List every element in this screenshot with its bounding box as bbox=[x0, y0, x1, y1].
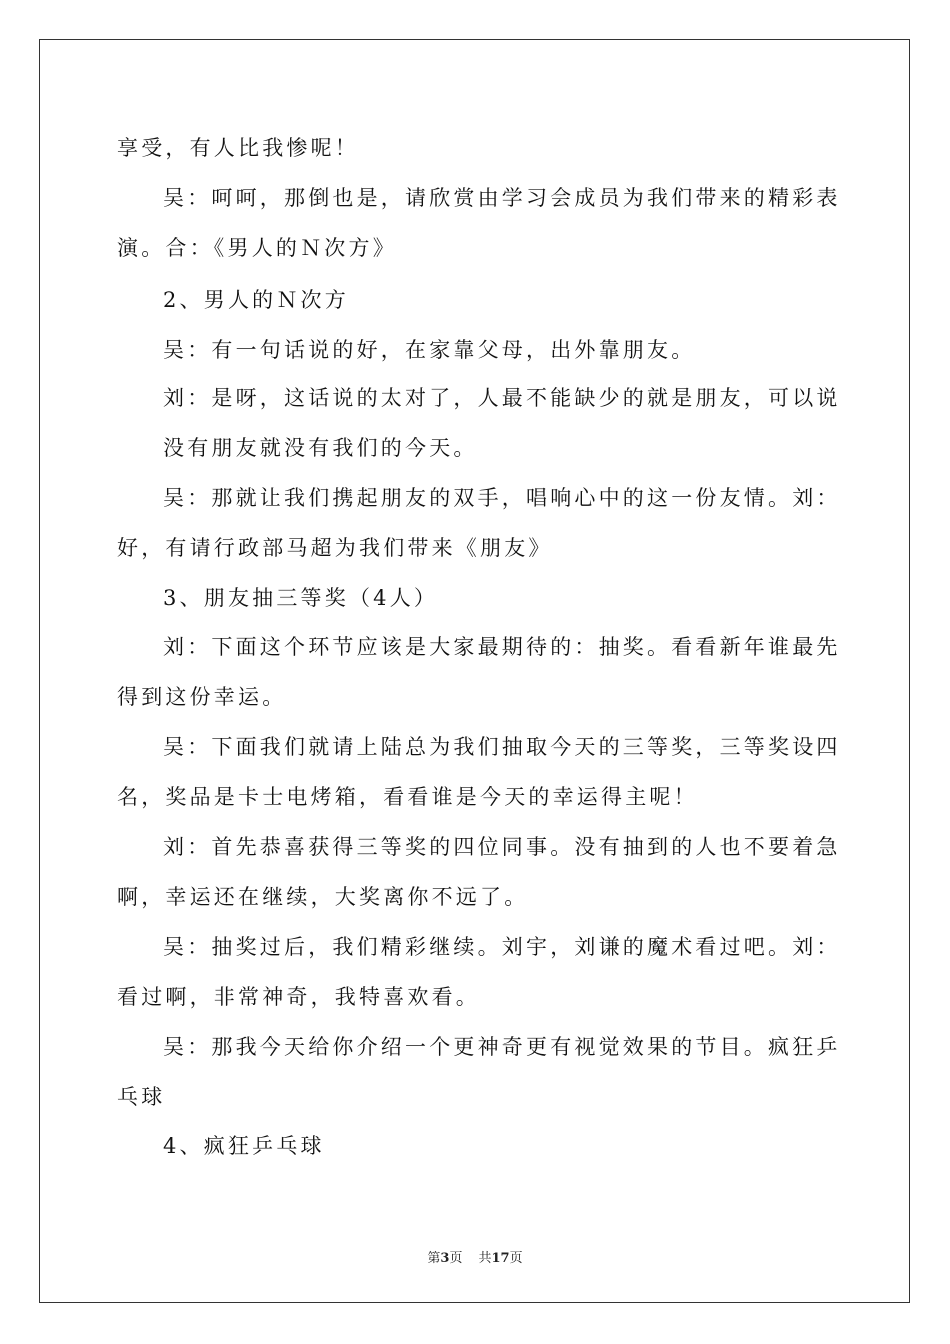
total-pages: 17 bbox=[491, 1251, 510, 1266]
text-line: 吴：那我今天给你介绍一个更神奇更有视觉效果的节目。疯狂乒 bbox=[163, 1035, 841, 1059]
text-line: 好，有请行政部马超为我们带来《朋友》 bbox=[117, 536, 553, 560]
text-line: 吴：抽奖过后，我们精彩继续。刘宇，刘谦的魔术看过吧。刘： bbox=[163, 935, 841, 959]
text-line: 名，奖品是卡士电烤箱，看看谁是今天的幸运得主呢！ bbox=[117, 785, 698, 809]
text-line: 乓球 bbox=[117, 1085, 166, 1109]
page-suffix: 页 bbox=[449, 1251, 463, 1266]
text-line: 刘：下面这个环节应该是大家最期待的：抽奖。看看新年谁最先 bbox=[163, 635, 841, 659]
section-heading: 4、疯狂乒乓球 bbox=[163, 1134, 325, 1158]
section-heading: 3、朋友抽三等奖（4人） bbox=[163, 586, 439, 610]
text-line: 吴：那就让我们携起朋友的双手，唱响心中的这一份友情。刘： bbox=[163, 486, 841, 510]
current-page: 3 bbox=[440, 1251, 450, 1266]
text-line: 看过啊，非常神奇，我特喜欢看。 bbox=[117, 985, 480, 1009]
text-line: 刘：首先恭喜获得三等奖的四位同事。没有抽到的人也不要着急 bbox=[163, 835, 841, 859]
text-line: 吴：有一句话说的好，在家靠父母，出外靠朋友。 bbox=[163, 338, 696, 362]
total-suffix: 页 bbox=[509, 1251, 523, 1266]
page-number bbox=[427, 1251, 462, 1266]
text-line: 吴：下面我们就请上陆总为我们抽取今天的三等奖，三等奖设四 bbox=[163, 735, 841, 759]
page-border bbox=[39, 39, 910, 1303]
text-line: 啊，幸运还在继续，大奖离你不远了。 bbox=[117, 885, 529, 909]
page-prefix: 第 bbox=[427, 1251, 441, 1266]
section-heading: 2、男人的Ｎ次方 bbox=[163, 288, 349, 312]
text-line: 享受，有人比我惨呢！ bbox=[117, 136, 359, 160]
text-line: 没有朋友就没有我们的今天。 bbox=[163, 436, 478, 460]
text-line: 吴：呵呵，那倒也是，请欣赏由学习会成员为我们带来的精彩表 bbox=[163, 186, 841, 210]
text-line: 得到这份幸运。 bbox=[117, 685, 287, 709]
page-total bbox=[478, 1251, 522, 1266]
total-prefix: 共 bbox=[478, 1251, 492, 1266]
page-footer bbox=[0, 1247, 950, 1266]
text-line: 刘：是呀，这话说的太对了，人最不能缺少的就是朋友，可以说 bbox=[163, 386, 841, 410]
text-line: 演。合：《男人的Ｎ次方》 bbox=[117, 236, 397, 260]
